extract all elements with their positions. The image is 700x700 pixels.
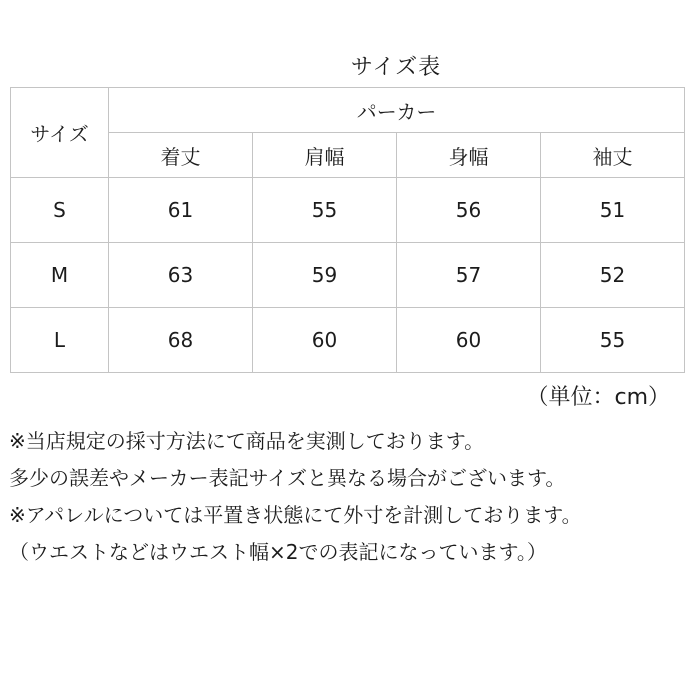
- measurement-cell: 63: [109, 243, 253, 308]
- column-header-shoulder: 肩幅: [253, 133, 397, 178]
- size-label-cell: S: [11, 178, 109, 243]
- table-column-header-row: [11, 133, 685, 178]
- page-title: サイズ表: [350, 55, 442, 80]
- group-header-cell: パーカー: [109, 88, 685, 133]
- table-row-m: [11, 243, 685, 308]
- measurement-cell: 57: [397, 243, 541, 308]
- corner-header-cell: サイズ: [11, 88, 109, 178]
- measurement-cell: 60: [397, 308, 541, 373]
- notes-section: [9, 423, 689, 571]
- note-line-flat-measurement: ※アパレルについては平置き状態にて外寸を計測しております。: [9, 503, 582, 527]
- measurement-cell: 60: [253, 308, 397, 373]
- table-group-header-row: [11, 88, 685, 133]
- note-line-measurement-method: ※当店規定の採寸方法にて商品を実測しております。: [9, 429, 485, 453]
- table-row-s: [11, 178, 685, 243]
- unit-label: （単位：cm）: [526, 385, 670, 410]
- size-label-cell: L: [11, 308, 109, 373]
- size-table: [10, 87, 685, 373]
- column-header-body-width: 身幅: [397, 133, 541, 178]
- size-label-cell: M: [11, 243, 109, 308]
- measurement-cell: 55: [253, 178, 397, 243]
- measurement-cell: 59: [253, 243, 397, 308]
- measurement-cell: 51: [541, 178, 685, 243]
- measurement-cell: 55: [541, 308, 685, 373]
- column-header-length: 着丈: [109, 133, 253, 178]
- table-row-l: [11, 308, 685, 373]
- note-line-waist-notation: （ウエストなどはウエスト幅×2での表記になっています。）: [9, 540, 547, 564]
- measurement-cell: 61: [109, 178, 253, 243]
- column-header-sleeve: 袖丈: [541, 133, 685, 178]
- note-line-tolerance: 多少の誤差やメーカー表記サイズと異なる場合がございます。: [9, 466, 566, 490]
- measurement-cell: 68: [109, 308, 253, 373]
- measurement-cell: 52: [541, 243, 685, 308]
- measurement-cell: 56: [397, 178, 541, 243]
